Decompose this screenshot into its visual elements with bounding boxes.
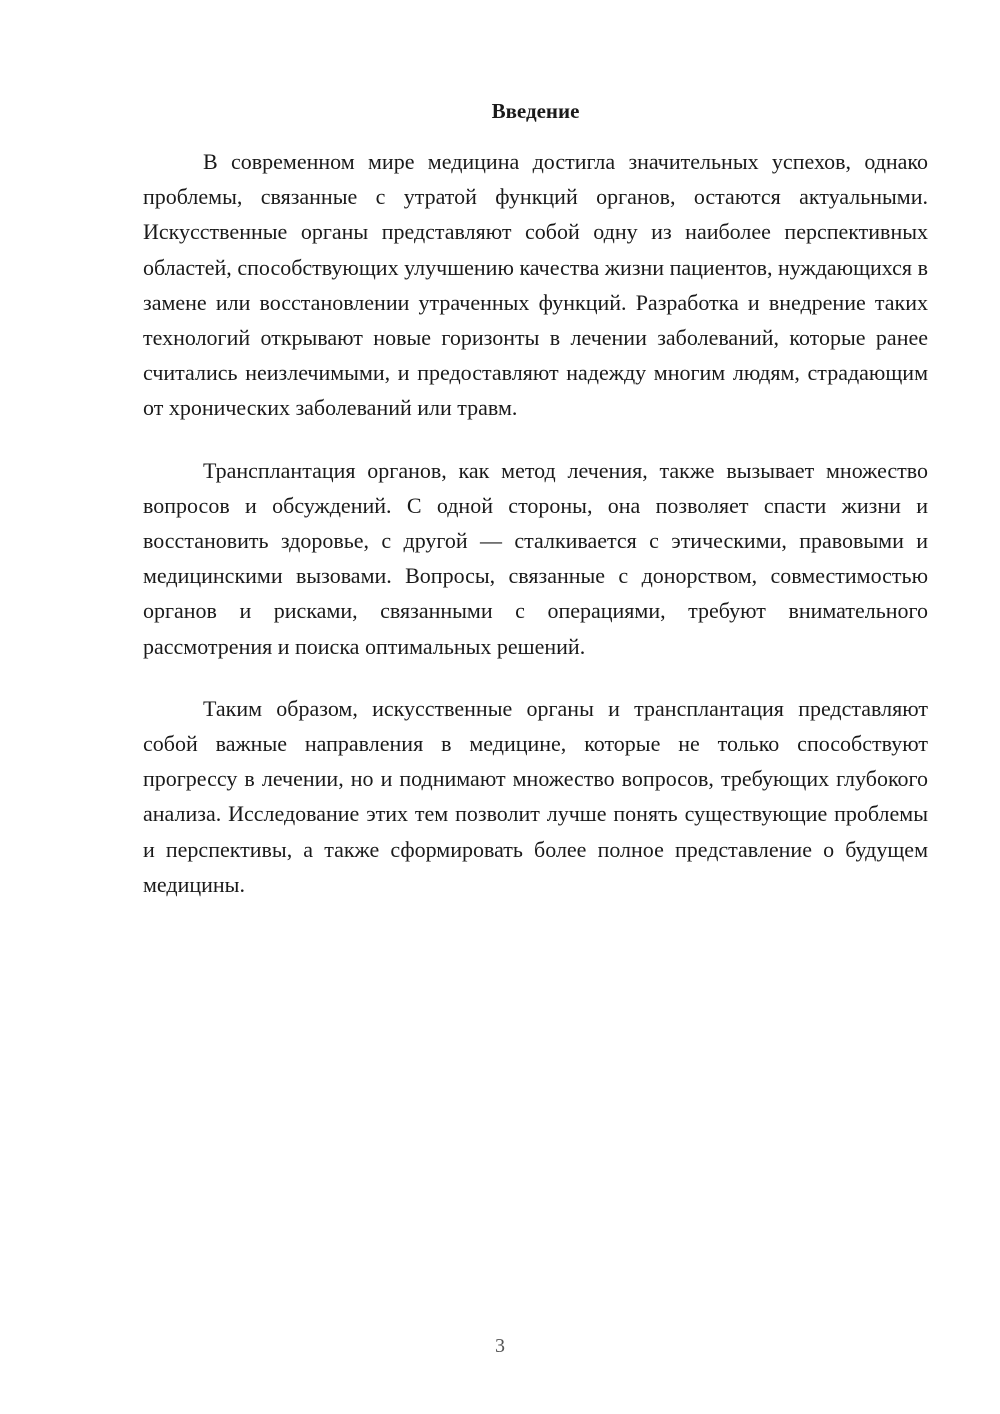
section-heading: Введение: [491, 99, 580, 123]
page-content: [143, 96, 928, 929]
page-number: 3: [495, 1335, 505, 1357]
paragraph-2: Трансплантация органов, как метод лечения, также вызывает множество вопросов и обсуждений. С одной стороны, она позволяет спасти жизни и восстановить здоровье, с другой — сталкивается с этическими, правовыми и медицинскими вызовами. Вопросы, связанные с донорством, совместимостью органов и рисками, связанными с операциями, требуют внимательного рассмотрения и поиска оптимальных решений.: [143, 457, 928, 659]
paragraph-3: Таким образом, искусственные органы и трансплантация представляют собой важные направления в медицине, которые не только способствуют прогрессу в лечении, но и поднимают множество вопросов, требующих глубокого анализа. Исследование этих тем позволит лучше понять существующие проблемы и перспективы, а также сформировать более полное представление о будущем медицины.: [143, 695, 928, 897]
paragraph-1: В современном мире медицина достигла значительных успехов, однако проблемы, связанные с утратой функций органов, остаются актуальными. Искусственные органы представляют собой одну из наиболее перспективных областей, способствующих улучшению качества жизни пациентов, нуждающихся в замене или восстановлении утраченных функций. Разработка и внедрение таких технологий открывают новые горизонты в лечении заболеваний, которые ранее считались неизлечимыми, и предоставляют надежду многим людям, страдающим от хронических заболеваний или травм.: [143, 149, 928, 421]
